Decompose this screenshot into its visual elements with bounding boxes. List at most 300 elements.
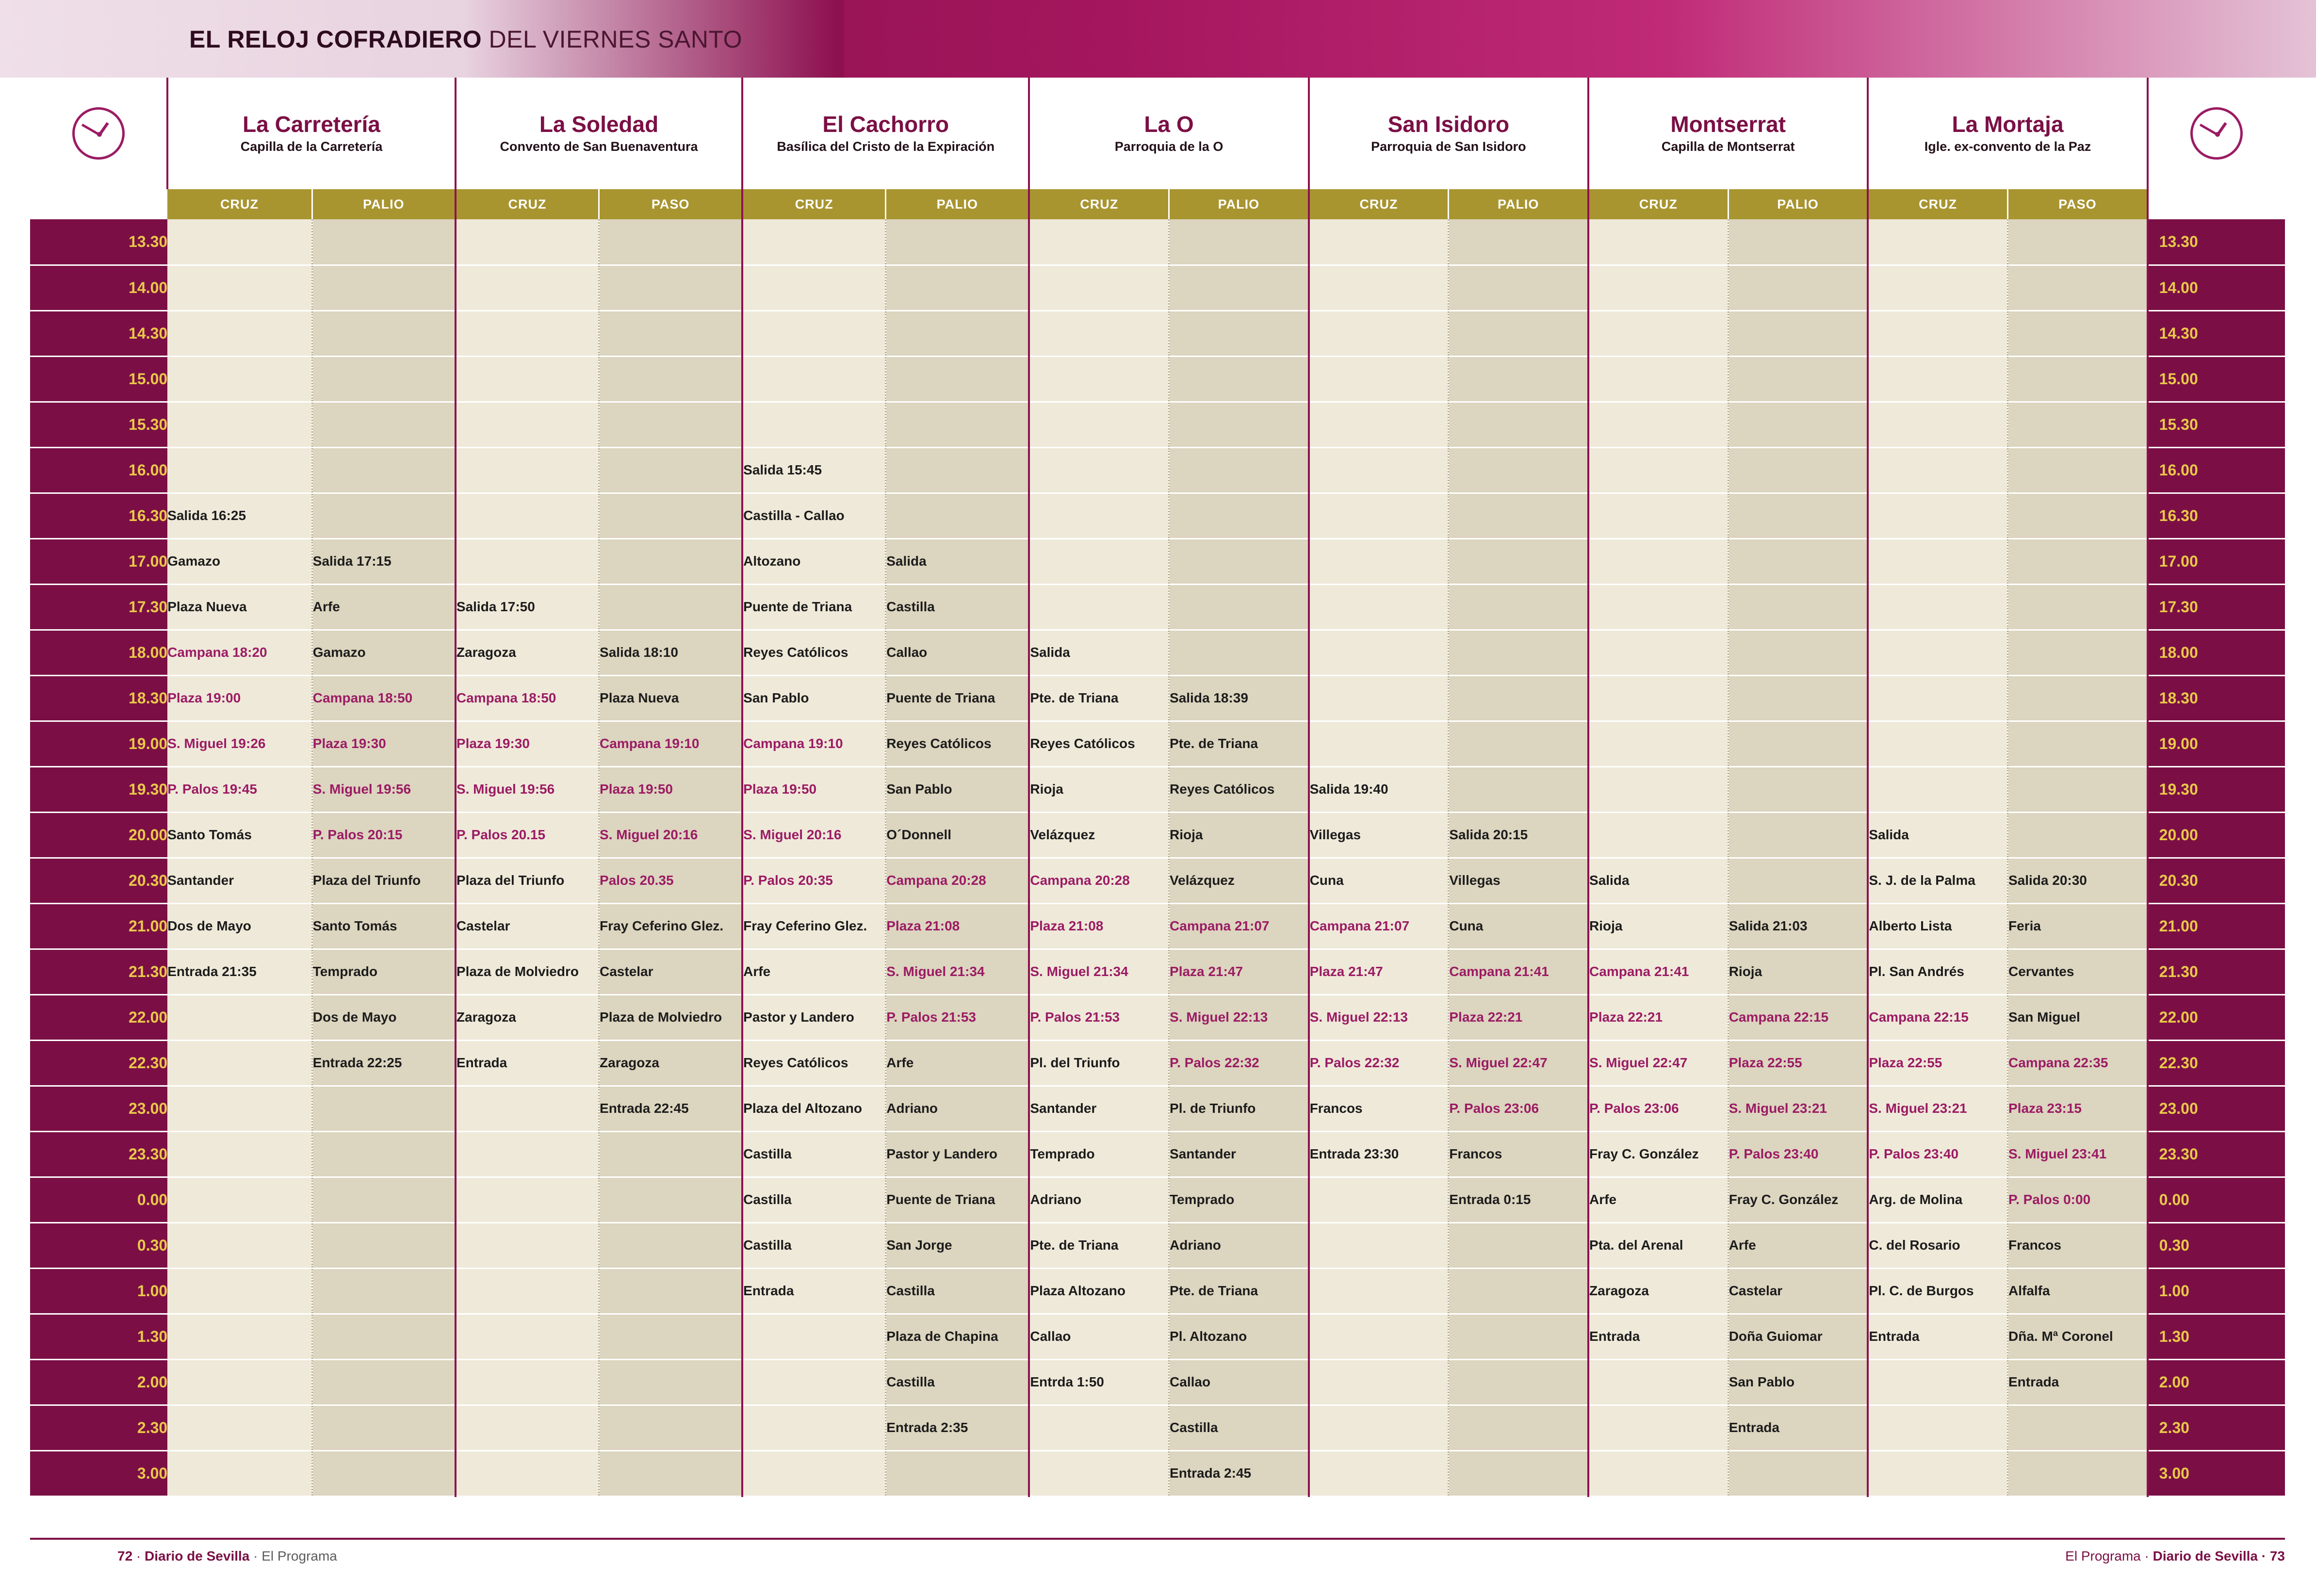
schedule-cell: Campana 22:15: [1728, 994, 1868, 1040]
subheader-blank-left: [30, 189, 167, 219]
schedule-cell: [456, 310, 599, 356]
schedule-cell: [1868, 1359, 2007, 1405]
schedule-cell: Campana 21:07: [1309, 903, 1449, 949]
schedule-cell: [167, 310, 312, 356]
schedule-cell: [2008, 812, 2148, 858]
schedule-cell: Plaza 22:21: [1449, 994, 1588, 1040]
schedule-cell: [1449, 675, 1588, 721]
schedule-cell: [1588, 1450, 1728, 1496]
brotherhood-header-0: [167, 78, 456, 189]
schedule-cell: [1588, 812, 1728, 858]
schedule-cell: P. Palos 20:15: [312, 812, 456, 858]
clock-icon: [72, 107, 125, 160]
footer-right-page: · 73: [2261, 1548, 2285, 1563]
schedule-cell: [2008, 1450, 2148, 1496]
schedule-frame: [30, 78, 2285, 1528]
schedule-cell: [742, 1359, 886, 1405]
schedule-cell: [599, 493, 743, 538]
footer-left: 72 · Diario de Sevilla · El Programa: [117, 1548, 337, 1563]
schedule-cell: [1309, 265, 1449, 310]
schedule-cell: [1309, 402, 1449, 447]
schedule-cell: Altozano: [742, 538, 886, 584]
schedule-cell: S. Miguel 23:21: [1868, 1086, 2007, 1131]
schedule-cell: Entrada 22:25: [312, 1040, 456, 1086]
schedule-cell: Pastor y Landero: [886, 1131, 1029, 1177]
brotherhood-venue: Parroquia de San Isidoro: [1371, 139, 1526, 154]
row-time-left: 23.30: [30, 1131, 167, 1177]
row-time-left: 14.00: [30, 265, 167, 310]
schedule-cell: [1588, 402, 1728, 447]
schedule-cell: Castilla: [886, 1359, 1029, 1405]
row-time-left: 18.00: [30, 630, 167, 675]
row-time-right: 2.30: [2148, 1405, 2285, 1450]
schedule-cell: [1588, 219, 1728, 265]
schedule-cell: Salida 21:03: [1728, 903, 1868, 949]
row-time-right: 19.30: [2148, 766, 2285, 812]
row-time-left: 20.00: [30, 812, 167, 858]
header-row: [30, 78, 2285, 189]
schedule-cell: [1728, 265, 1868, 310]
schedule-cell: P. Palos 21:53: [1029, 994, 1169, 1040]
schedule-cell: [742, 1405, 886, 1450]
schedule-cell: Santander: [167, 858, 312, 903]
schedule-cell: [1588, 493, 1728, 538]
subheader-blank-right: [2148, 189, 2285, 219]
col-type-5-0: CRUZ: [1588, 189, 1728, 219]
col-type-1-0: CRUZ: [456, 189, 599, 219]
clock-icon-left-cell: [30, 78, 167, 189]
schedule-cell: [1309, 356, 1449, 402]
schedule-cell: [167, 1131, 312, 1177]
schedule-cell: Salida: [1868, 812, 2007, 858]
schedule-cell: Velázquez: [1169, 858, 1309, 903]
schedule-cell: [742, 1314, 886, 1359]
schedule-cell: Velázquez: [1029, 812, 1169, 858]
row-time-left: 19.00: [30, 721, 167, 766]
schedule-cell: [456, 265, 599, 310]
schedule-cell: [599, 1405, 743, 1450]
schedule-cell: [1169, 402, 1309, 447]
schedule-cell: [1588, 584, 1728, 630]
schedule-cell: Zaragoza: [1588, 1268, 1728, 1314]
row-time-right: 0.00: [2148, 1177, 2285, 1222]
table-row: [30, 721, 2285, 766]
schedule-cell: Salida 15:45: [742, 447, 886, 493]
schedule-cell: [312, 265, 456, 310]
schedule-cell: Pte. de Triana: [1029, 1222, 1169, 1268]
schedule-cell: Entrada: [1588, 1314, 1728, 1359]
schedule-cell: [1309, 1314, 1449, 1359]
schedule-cell: Plaza del Triunfo: [456, 858, 599, 903]
schedule-cell: Salida 20:15: [1449, 812, 1588, 858]
row-time-left: 0.00: [30, 1177, 167, 1222]
schedule-cell: [1728, 356, 1868, 402]
schedule-cell: [456, 1314, 599, 1359]
schedule-cell: Plaza Nueva: [167, 584, 312, 630]
col-type-5-1: PALIO: [1728, 189, 1868, 219]
schedule-cell: [1449, 1314, 1588, 1359]
row-time-right: 18.00: [2148, 630, 2285, 675]
schedule-cell: [1588, 1405, 1728, 1450]
schedule-cell: [1868, 538, 2007, 584]
schedule-cell: O´Donnell: [886, 812, 1029, 858]
schedule-cell: [1588, 310, 1728, 356]
table-row: [30, 1405, 2285, 1450]
row-time-left: 2.30: [30, 1405, 167, 1450]
schedule-cell: [1728, 1450, 1868, 1496]
schedule-cell: [1728, 402, 1868, 447]
schedule-cell: [1449, 584, 1588, 630]
schedule-cell: [1868, 402, 2007, 447]
table-row: [30, 493, 2285, 538]
schedule-cell: [167, 356, 312, 402]
schedule-cell: P. Palos 22:32: [1169, 1040, 1309, 1086]
schedule-cell: [167, 1177, 312, 1222]
schedule-cell: Temprado: [312, 949, 456, 994]
schedule-rows: [30, 219, 2285, 1496]
table-row: [30, 402, 2285, 447]
schedule-cell: Plaza 21:08: [1029, 903, 1169, 949]
schedule-cell: San Jorge: [886, 1222, 1029, 1268]
schedule-cell: [1728, 447, 1868, 493]
row-time-right: 1.30: [2148, 1314, 2285, 1359]
schedule-cell: Entrada 21:35: [167, 949, 312, 994]
row-time-left: 19.30: [30, 766, 167, 812]
schedule-cell: Campana 21:07: [1169, 903, 1309, 949]
brotherhood-header-2: [742, 78, 1029, 189]
row-time-right: 16.00: [2148, 447, 2285, 493]
schedule-cell: [2008, 721, 2148, 766]
table-row: [30, 994, 2285, 1040]
schedule-cell: Cuna: [1449, 903, 1588, 949]
row-time-right: 1.00: [2148, 1268, 2285, 1314]
schedule-cell: Plaza 19:50: [742, 766, 886, 812]
brotherhood-name: La Carretería: [243, 112, 380, 137]
schedule-cell: Alfalfa: [2008, 1268, 2148, 1314]
schedule-cell: [1029, 310, 1169, 356]
schedule-cell: Salida 18:39: [1169, 675, 1309, 721]
schedule-cell: [456, 1405, 599, 1450]
schedule-cell: P. Palos 20:35: [742, 858, 886, 903]
schedule-cell: Dña. Mª Coronel: [2008, 1314, 2148, 1359]
schedule-cell: Entrda 1:50: [1029, 1359, 1169, 1405]
schedule-cell: Zaragoza: [456, 994, 599, 1040]
brotherhood-venue: Capilla de Montserrat: [1661, 139, 1795, 154]
schedule-cell: S. Miguel 20:16: [742, 812, 886, 858]
row-time-right: 14.30: [2148, 310, 2285, 356]
schedule-cell: [599, 1268, 743, 1314]
schedule-cell: Puente de Triana: [742, 584, 886, 630]
schedule-cell: [1728, 721, 1868, 766]
row-time-left: 22.30: [30, 1040, 167, 1086]
schedule-cell: Reyes Católicos: [886, 721, 1029, 766]
schedule-cell: [167, 1268, 312, 1314]
schedule-cell: [1309, 675, 1449, 721]
col-type-0-0: CRUZ: [167, 189, 312, 219]
schedule-cell: [1588, 630, 1728, 675]
schedule-cell: Fray Ceferino Glez.: [742, 903, 886, 949]
schedule-cell: [1449, 1405, 1588, 1450]
schedule-cell: Arfe: [1588, 1177, 1728, 1222]
table-row: [30, 1040, 2285, 1086]
schedule-cell: Pl. C. de Burgos: [1868, 1268, 2007, 1314]
brotherhood-header-3: [1029, 78, 1308, 189]
schedule-cell: San Pablo: [742, 675, 886, 721]
schedule-cell: [1029, 219, 1169, 265]
row-time-left: 16.30: [30, 493, 167, 538]
schedule-cell: [456, 1086, 599, 1131]
schedule-cell: [2008, 766, 2148, 812]
schedule-cell: P. Palos 21:53: [886, 994, 1029, 1040]
brotherhood-header-4: [1309, 78, 1588, 189]
schedule-cell: S. Miguel 19:56: [456, 766, 599, 812]
schedule-cell: [1309, 1268, 1449, 1314]
schedule-cell: Entrada 0:15: [1449, 1177, 1588, 1222]
schedule-cell: Doña Guiomar: [1728, 1314, 1868, 1359]
col-type-3-1: PALIO: [1169, 189, 1309, 219]
schedule-cell: [2008, 630, 2148, 675]
schedule-cell: P. Palos 0:00: [2008, 1177, 2148, 1222]
schedule-cell: Plaza 22:55: [1868, 1040, 2007, 1086]
row-time-left: 15.00: [30, 356, 167, 402]
schedule-cell: S. Miguel 22:13: [1169, 994, 1309, 1040]
table-row: [30, 1086, 2285, 1131]
schedule-cell: Entrada: [456, 1040, 599, 1086]
schedule-cell: [1728, 310, 1868, 356]
schedule-cell: [312, 1177, 456, 1222]
schedule-cell: [456, 538, 599, 584]
schedule-cell: [1309, 1359, 1449, 1405]
schedule-cell: [1728, 538, 1868, 584]
schedule-cell: [167, 1222, 312, 1268]
schedule-cell: Pl. de Triunfo: [1169, 1086, 1309, 1131]
schedule-cell: Plaza 19:50: [599, 766, 743, 812]
schedule-cell: Campana 20:28: [886, 858, 1029, 903]
schedule-cell: San Miguel: [2008, 994, 2148, 1040]
schedule-cell: [1029, 356, 1169, 402]
brotherhood-name: La Soledad: [539, 112, 659, 137]
schedule-cell: Plaza de Molviedro: [456, 949, 599, 994]
schedule-cell: Castilla: [742, 1131, 886, 1177]
schedule-cell: [599, 310, 743, 356]
schedule-cell: [1449, 538, 1588, 584]
schedule-cell: Salida 17:50: [456, 584, 599, 630]
schedule-cell: Arfe: [1728, 1222, 1868, 1268]
schedule-cell: Francos: [2008, 1222, 2148, 1268]
brotherhood-name: La O: [1144, 112, 1194, 137]
row-time-right: 17.30: [2148, 584, 2285, 630]
schedule-cell: [599, 356, 743, 402]
col-type-0-1: PALIO: [312, 189, 456, 219]
table-row: [30, 310, 2285, 356]
schedule-cell: [1029, 447, 1169, 493]
schedule-cell: Arg. de Molina: [1868, 1177, 2007, 1222]
table-row: [30, 1359, 2285, 1405]
schedule-cell: Gamazo: [312, 630, 456, 675]
schedule-cell: P. Palos 23:40: [1868, 1131, 2007, 1177]
schedule-cell: Arfe: [312, 584, 456, 630]
schedule-cell: P. Palos 19:45: [167, 766, 312, 812]
schedule-cell: [886, 356, 1029, 402]
schedule-cell: [1868, 1450, 2007, 1496]
schedule-cell: [456, 1359, 599, 1405]
schedule-cell: San Pablo: [886, 766, 1029, 812]
schedule-cell: [312, 310, 456, 356]
schedule-cell: P. Palos 23:06: [1588, 1086, 1728, 1131]
schedule-cell: [1029, 265, 1169, 310]
schedule-cell: Santo Tomás: [167, 812, 312, 858]
schedule-cell: [2008, 219, 2148, 265]
schedule-cell: [1169, 356, 1309, 402]
schedule-cell: [1449, 447, 1588, 493]
schedule-cell: Pl. Altozano: [1169, 1314, 1309, 1359]
schedule-cell: [312, 1405, 456, 1450]
table-row: [30, 903, 2285, 949]
schedule-cell: [167, 1450, 312, 1496]
schedule-cell: Rioja: [1169, 812, 1309, 858]
schedule-cell: [1868, 447, 2007, 493]
schedule-cell: [456, 219, 599, 265]
schedule-cell: [1868, 766, 2007, 812]
schedule-cell: Plaza 21:47: [1309, 949, 1449, 994]
schedule-cell: [1029, 538, 1169, 584]
col-type-6-1: PASO: [2008, 189, 2148, 219]
schedule-cell: [312, 1450, 456, 1496]
page-footer: [30, 1538, 2285, 1563]
schedule-cell: [312, 1314, 456, 1359]
schedule-cell: [599, 1359, 743, 1405]
schedule-cell: [1169, 265, 1309, 310]
schedule-cell: [1309, 1450, 1449, 1496]
page-title: [189, 25, 742, 53]
schedule-cell: [312, 493, 456, 538]
schedule-cell: [599, 1314, 743, 1359]
col-type-4-0: CRUZ: [1309, 189, 1449, 219]
schedule-cell: Dos de Mayo: [167, 903, 312, 949]
schedule-cell: [886, 493, 1029, 538]
row-time-left: 21.30: [30, 949, 167, 994]
schedule-cell: [599, 1450, 743, 1496]
schedule-cell: S. Miguel 22:13: [1309, 994, 1449, 1040]
schedule-cell: [1309, 447, 1449, 493]
schedule-cell: Castelar: [599, 949, 743, 994]
schedule-cell: Plaza del Triunfo: [312, 858, 456, 903]
schedule-cell: Santander: [1169, 1131, 1309, 1177]
schedule-cell: [167, 1405, 312, 1450]
schedule-cell: Reyes Católicos: [742, 630, 886, 675]
schedule-cell: [456, 402, 599, 447]
schedule-cell: Francos: [1309, 1086, 1449, 1131]
schedule-cell: [599, 219, 743, 265]
brotherhood-name: Montserrat: [1670, 112, 1786, 137]
schedule-cell: [312, 1086, 456, 1131]
schedule-cell: [1449, 402, 1588, 447]
schedule-cell: [886, 265, 1029, 310]
brotherhood-header-6: [1868, 78, 2147, 189]
schedule-cell: [1029, 402, 1169, 447]
footer-right-text: El Programa ·: [2065, 1548, 2153, 1563]
table-row: [30, 949, 2285, 994]
schedule-cell: [2008, 675, 2148, 721]
schedule-cell: [1029, 584, 1169, 630]
schedule-cell: Adriano: [886, 1086, 1029, 1131]
schedule-cell: Fray C. González: [1728, 1177, 1868, 1222]
schedule-cell: [1728, 812, 1868, 858]
schedule-cell: P. Palos 23:40: [1728, 1131, 1868, 1177]
brotherhood-name: La Mortaja: [1952, 112, 2064, 137]
schedule-cell: Plaza 19:30: [312, 721, 456, 766]
schedule-cell: P. Palos 23:06: [1449, 1086, 1588, 1131]
schedule-cell: Plaza de Chapina: [886, 1314, 1029, 1359]
table-row: [30, 447, 2285, 493]
schedule-cell: Campana 19:10: [742, 721, 886, 766]
table-row: [30, 1131, 2285, 1177]
schedule-cell: Plaza 21:47: [1169, 949, 1309, 994]
schedule-cell: Salida 20:30: [2008, 858, 2148, 903]
schedule-cell: [312, 402, 456, 447]
schedule-cell: S. J. de la Palma: [1868, 858, 2007, 903]
schedule-cell: [2008, 493, 2148, 538]
schedule-cell: Callao: [886, 630, 1029, 675]
schedule-cell: S. Miguel 22:47: [1449, 1040, 1588, 1086]
schedule-cell: Campana 20:28: [1029, 858, 1169, 903]
schedule-cell: [1868, 675, 2007, 721]
schedule-cell: Zaragoza: [456, 630, 599, 675]
row-time-left: 17.30: [30, 584, 167, 630]
schedule-cell: [167, 219, 312, 265]
schedule-cell: [1868, 310, 2007, 356]
schedule-cell: Salida: [886, 538, 1029, 584]
subheader-row: [30, 189, 2285, 219]
schedule-cell: [1868, 721, 2007, 766]
schedule-cell: Cervantes: [2008, 949, 2148, 994]
schedule-cell: Salida 18:10: [599, 630, 743, 675]
schedule-cell: [599, 265, 743, 310]
schedule-cell: Plaza de Molviedro: [599, 994, 743, 1040]
schedule-cell: Plaza 22:55: [1728, 1040, 1868, 1086]
schedule-cell: Salida 17:15: [312, 538, 456, 584]
brotherhood-venue: Basílica del Cristo de la Expiración: [777, 139, 995, 154]
table-row: [30, 538, 2285, 584]
footer-right: [2065, 1548, 2285, 1564]
schedule-cell: [1588, 766, 1728, 812]
schedule-cell: Santo Tomás: [312, 903, 456, 949]
schedule-cell: [1728, 584, 1868, 630]
schedule-cell: [167, 447, 312, 493]
schedule-cell: [1728, 493, 1868, 538]
row-time-right: 3.00: [2148, 1450, 2285, 1496]
schedule-cell: Rioja: [1029, 766, 1169, 812]
schedule-cell: Campana 19:10: [599, 721, 743, 766]
schedule-cell: [1169, 538, 1309, 584]
row-time-left: 15.30: [30, 402, 167, 447]
row-time-right: 21.30: [2148, 949, 2285, 994]
row-time-right: 0.30: [2148, 1222, 2285, 1268]
schedule-cell: Plaza 23:15: [2008, 1086, 2148, 1131]
schedule-cell: [2008, 584, 2148, 630]
row-time-right: 16.30: [2148, 493, 2285, 538]
schedule-cell: [312, 1222, 456, 1268]
schedule-cell: Dos de Mayo: [312, 994, 456, 1040]
schedule-cell: [312, 1131, 456, 1177]
row-time-right: 22.00: [2148, 994, 2285, 1040]
schedule-cell: Campana 22:15: [1868, 994, 2007, 1040]
schedule-cell: [1449, 1268, 1588, 1314]
schedule-cell: [1309, 630, 1449, 675]
row-time-right: 13.30: [2148, 219, 2285, 265]
schedule-cell: [312, 1359, 456, 1405]
row-time-left: 3.00: [30, 1450, 167, 1496]
